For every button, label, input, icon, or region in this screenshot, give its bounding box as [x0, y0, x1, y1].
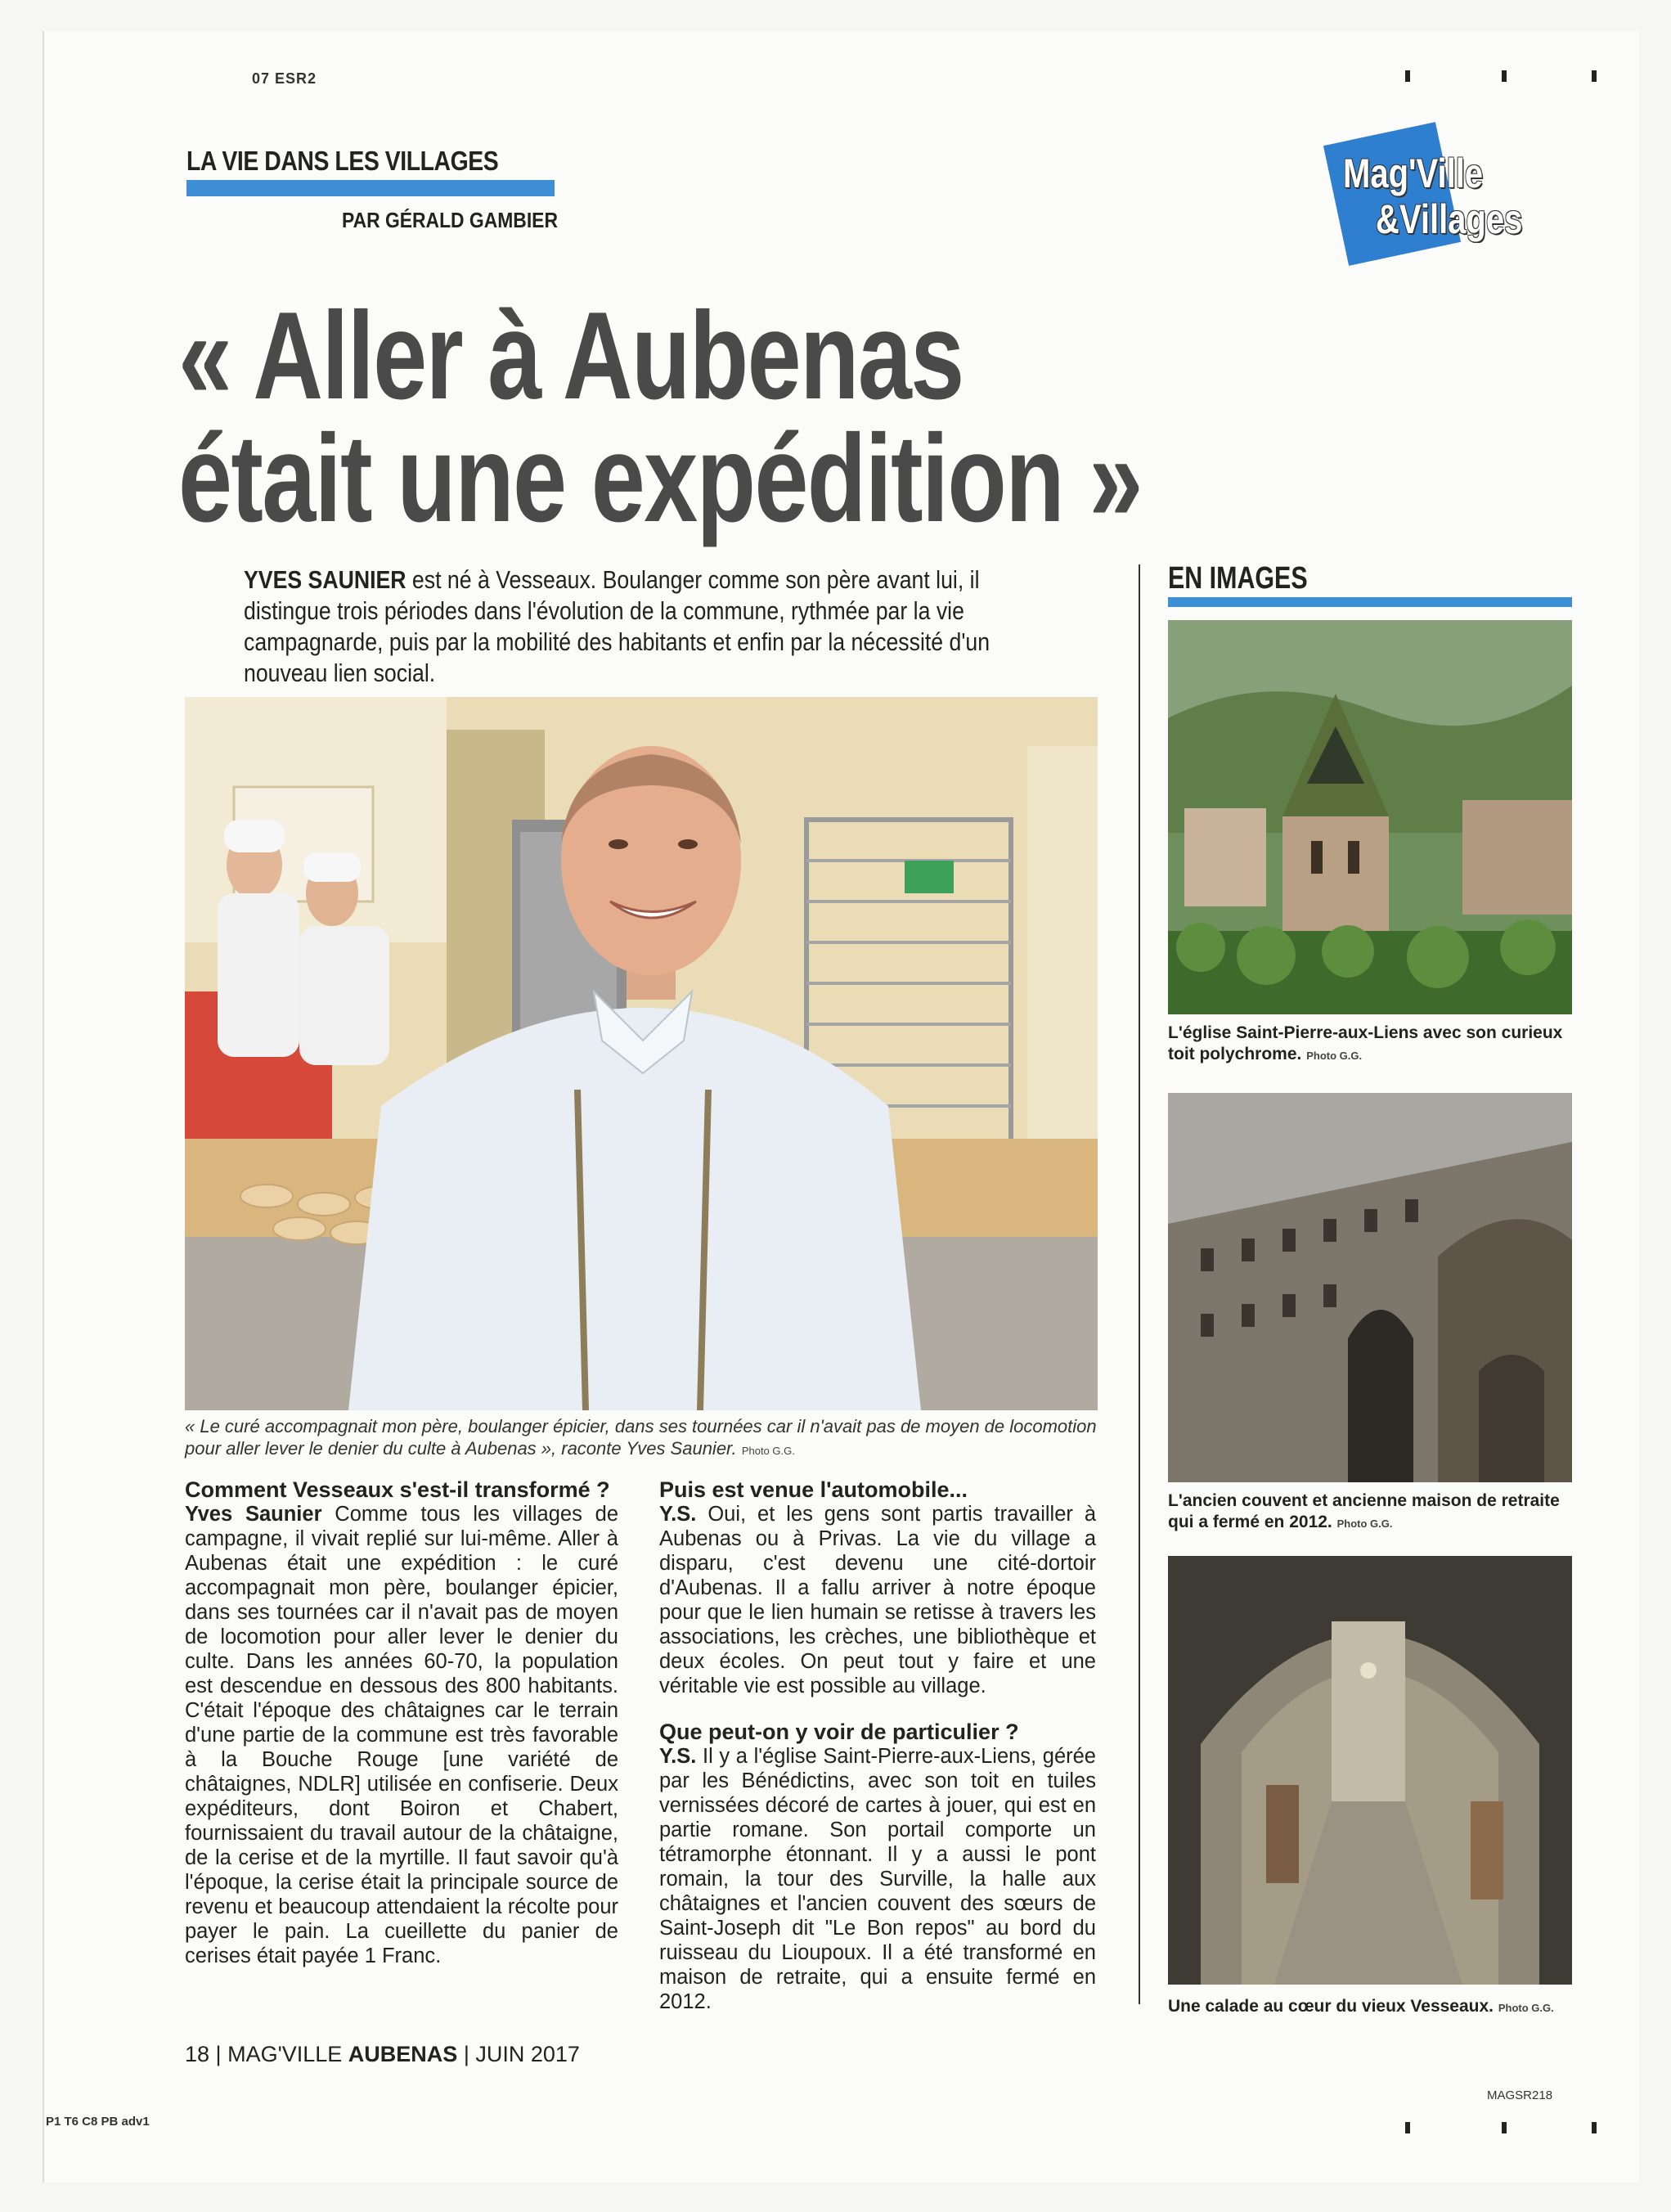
registration-mark: [1502, 2122, 1507, 2133]
sidebar-heading-bar: [1168, 597, 1572, 607]
main-photo-caption-text: « Le curé accompagnait mon père, boulanger épicier, dans ses tournées car il n'avait pas de moyen de locomotion pour aller lever le denier du culte à Aubenas », raconte Yves Saunier.: [185, 1416, 1097, 1459]
headline: [178, 286, 1142, 548]
answer-1: [185, 1502, 618, 1968]
column-divider: [1139, 564, 1140, 2004]
calade-photo: [1168, 1556, 1572, 1985]
question-3: Que peut-on y voir de particulier ?: [659, 1720, 1019, 1744]
answer-1-speaker: Yves Saunier: [185, 1503, 322, 1526]
logo-line-2: &Villages: [1376, 196, 1523, 242]
lead-paragraph: [244, 564, 1017, 689]
convent-caption-text: L'ancien couvent et ancienne maison de retraite qui a fermé en 2012.: [1168, 1491, 1560, 1531]
logo-line-1: Mag'Ville: [1343, 151, 1484, 196]
edition-code: 07 ESR2: [252, 70, 317, 87]
footer-mag: MAG'VILLE: [227, 2042, 348, 2066]
calade-caption: [1168, 1996, 1572, 2019]
sidebar-heading: EN IMAGES: [1168, 561, 1308, 596]
byline: PAR GÉRALD GAMBIER: [342, 208, 558, 232]
convent-photo: [1168, 1093, 1572, 1482]
article-column-1: [185, 1477, 618, 1968]
answer-2-text: Oui, et les gens sont partis travailler à Aubenas ou à Privas. La vie du village a disparu, c'est devenu une cité-dortoir d'Aubenas. Il a fallu arriver à notre époque pour que le lien humain se retisse à travers les associations, les crèches, une bibliothèque et deux écoles. On peut tout y faire et une véritable vie est possible au village.: [659, 1503, 1096, 1697]
church-photo: [1168, 620, 1572, 1014]
registration-mark: [1405, 70, 1410, 82]
lead-text: est né à Vesseaux. Boulanger comme son père avant lui, il distingue trois périodes dans l'évolution de la commune, rythmée par la vie campagnarde, puis par la mobilité des habitants et enfin par la nécessité d'un nouveau lien social.: [244, 565, 990, 687]
church-caption: [1168, 1023, 1572, 1067]
answer-1-text: Comme tous les villages de campagne, il vivait replié sur lui-même. Aller à Aubenas était une expédition : le curé accompagnait mon père, boulanger épicier, dans ses tournées car il n'avait pas de moyen de locomotion pour aller lever le denier du culte. Dans les années 60-70, la population est descendue en dessous des 800 habitants. C'était l'époque des châtaignes car le terrain d'une partie de la commune est très favorable à la Bouche Rouge [une variété de châtaignes, NDLR] utilisée en confiserie. Deux expéditeurs, dont Boiron et Chabert, fournissaient du travail autour de la châtaigne, de la cerise et de la myrtille. Il faut savoir qu'à l'époque, la cerise était la principale source de revenu et beaucoup attendaient la récolte pour payer le pain. La cueillette du panier de cerises était payée 1 Franc.: [185, 1503, 619, 1967]
main-photo-caption: [185, 1415, 1101, 1462]
answer-3-speaker: Y.S.: [659, 1745, 697, 1768]
rubric-underline: [186, 180, 555, 196]
footer-code-left: P1 T6 C8 PB adv1: [46, 2115, 150, 2129]
church-photo-illustration: [1168, 620, 1572, 1014]
convent-photo-illustration: [1168, 1093, 1572, 1482]
baker-photo-illustration: [185, 697, 1098, 1410]
church-credit: Photo G.G.: [1306, 1050, 1363, 1062]
article-column-2: [659, 1477, 1096, 2014]
church-caption-text: L'église Saint-Pierre-aux-Liens avec son curieux toit polychrome.: [1168, 1023, 1563, 1063]
answer-3: [659, 1744, 1096, 2014]
convent-caption: [1168, 1490, 1572, 1535]
headline-line-2: était une expédition »: [178, 409, 1142, 548]
registration-mark: [1592, 70, 1597, 82]
registration-mark: [1592, 2122, 1597, 2133]
registration-mark: [1502, 70, 1507, 82]
answer-2: [659, 1502, 1096, 1698]
rubric-title: LA VIE DANS LES VILLAGES: [186, 146, 499, 176]
calade-credit: Photo G.G.: [1498, 2002, 1554, 2014]
footer-city: AUBENAS: [348, 2042, 458, 2066]
calade-photo-illustration: [1168, 1556, 1572, 1985]
baker-photo: [185, 697, 1098, 1410]
footer-page-number: 18: [185, 2042, 210, 2066]
calade-caption-text: Une calade au cœur du vieux Vesseaux.: [1168, 1997, 1494, 2016]
footer-date: JUIN 2017: [475, 2042, 580, 2066]
main-photo-credit: Photo G.G.: [741, 1445, 795, 1457]
footer-code-right: MAGSR218: [1487, 2088, 1553, 2102]
question-2: Puis est venue l'automobile...: [659, 1477, 968, 1502]
registration-mark: [1405, 2122, 1410, 2133]
magville-logo: [1318, 128, 1523, 267]
answer-2-speaker: Y.S.: [659, 1503, 697, 1526]
convent-credit: Photo G.G.: [1336, 1517, 1393, 1530]
answer-3-text: Il y a l'église Saint-Pierre-aux-Liens, gérée par les Bénédictins, avec son toit en tuiles vernissées décoré de cartes à jouer, qui est en partie romane. Son portail comporte un tétramorphe étonnant. Il y a aussi le pont romain, la tour des Surville, la halle aux châtaignes et l'ancien couvent des sœurs de Saint-Joseph dit "Le Bon repos" au bord du ruisseau du Lioupoux. Il a été transformé en maison de retraite, qui a ensuite fermé en 2012.: [659, 1745, 1096, 2013]
lead-name: YVES SAUNIER: [244, 565, 407, 594]
headline-line-1: « Aller à Aubenas: [178, 286, 964, 425]
page-footer: 18 | MAG'VILLE AUBENAS | JUIN 2017: [185, 2042, 580, 2066]
question-1: Comment Vesseaux s'est-il transformé ?: [185, 1477, 610, 1502]
